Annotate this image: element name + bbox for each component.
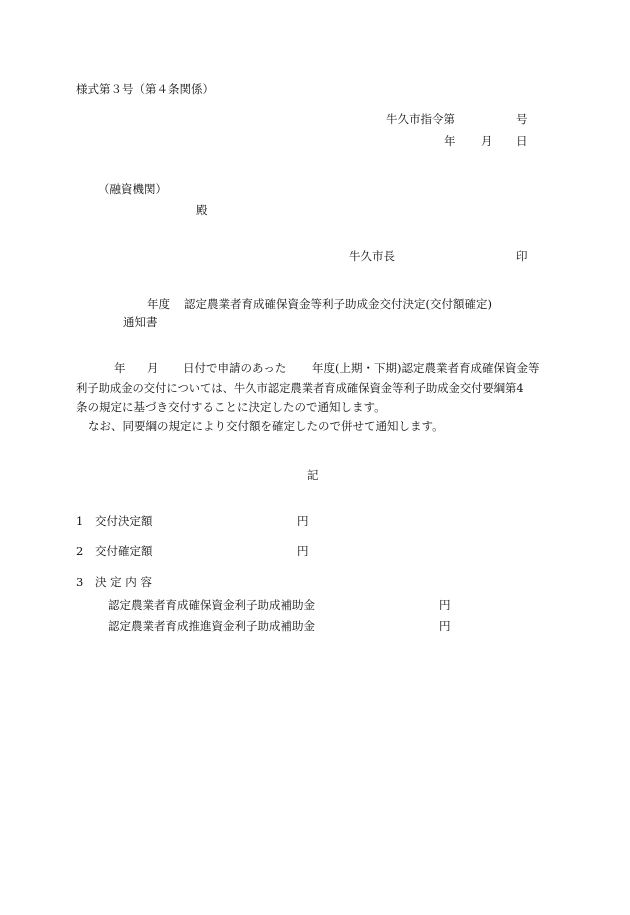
addressee-honorific: 殿 [196, 203, 208, 217]
item-1-unit: 円 [297, 514, 309, 528]
issuer-seal: 印 [516, 249, 528, 263]
item-2-unit: 円 [297, 544, 309, 558]
item-2-label: 交付確定額 [95, 544, 153, 558]
body-month: 月 [147, 361, 159, 375]
item-1-number: 1 [76, 514, 84, 528]
body-line3: 条の規定に基づき交付することに決定したので通知します。 [76, 400, 386, 414]
subitem-2-unit: 円 [439, 619, 451, 633]
body-line2: 利子助成金の交付については、牛久市認定農業者育成確保資金等利子助成金交付要綱第4 [76, 382, 524, 395]
order-number-prefix: 牛久市指令第 [386, 112, 455, 126]
title-text: 認定農業者育成確保資金等利子助成金交付決定(交付額確定) [184, 297, 492, 311]
addressee-institution: （融資機関） [98, 182, 167, 196]
date-year: 年 [444, 134, 456, 148]
body-text: 日付で申請のあった [183, 361, 287, 375]
title-year: 年度 [147, 297, 170, 311]
item-1-label: 交付決定額 [95, 514, 153, 528]
date-day: 日 [516, 134, 528, 148]
subitem-2-label: 認定農業者育成推進資金利子助成補助金 [108, 619, 315, 633]
subitem-1-label: 認定農業者育成確保資金利子助成補助金 [108, 598, 315, 612]
item-3-label: 決 定 内 容 [95, 575, 152, 589]
title-line2: 通知書 [123, 315, 158, 329]
body-year: 年 [114, 361, 126, 375]
item-2-number: 2 [76, 544, 84, 558]
item-3-number: 3 [76, 575, 84, 589]
issuer-name: 牛久市長 [349, 249, 395, 263]
body-para2: なお、同要綱の規定により交付額を確定したので併せて通知します。 [88, 419, 444, 433]
body-text2: 年度(上期・下期)認定農業者育成確保資金等 [312, 361, 540, 375]
subitem-1-unit: 円 [439, 598, 451, 612]
form-label: 様式第３号（第４条関係） [76, 82, 214, 96]
date-month: 月 [481, 134, 493, 148]
order-number-suffix: 号 [516, 112, 528, 126]
ki-heading: 記 [307, 468, 319, 482]
